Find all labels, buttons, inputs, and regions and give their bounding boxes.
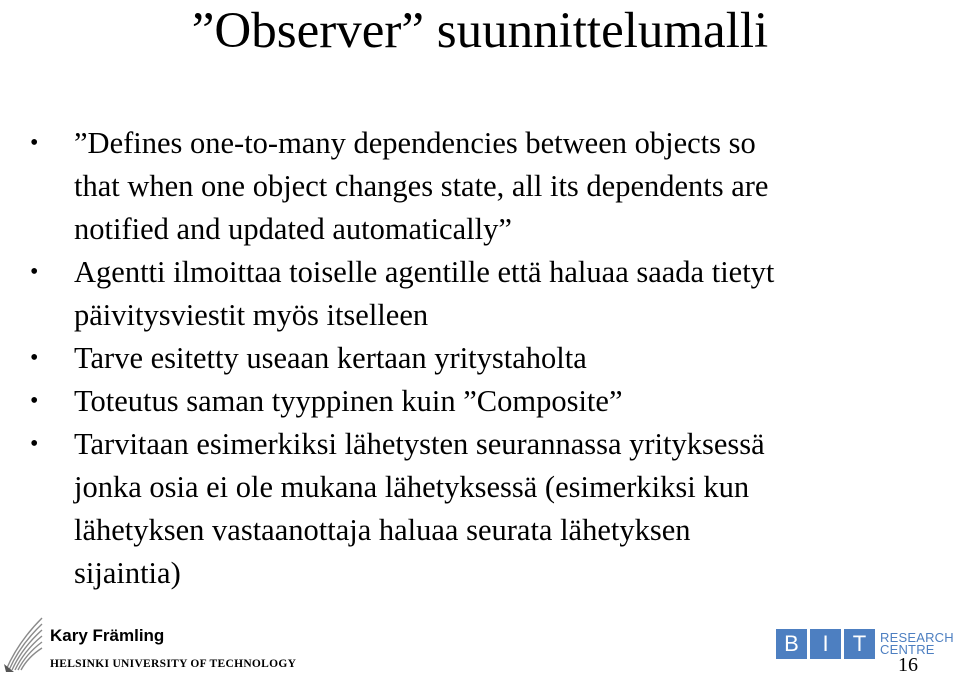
research-centre-label [880, 632, 954, 656]
bit-letter-t: T [844, 629, 875, 659]
bullet-list [30, 122, 935, 595]
bullet-dot-icon: • [30, 259, 39, 285]
bullet-item [30, 337, 935, 380]
bullet-item [30, 423, 935, 595]
bullet-item [30, 251, 935, 337]
bullet-dot-icon: • [30, 130, 39, 156]
bullet-text: ”Defines one-to-many dependencies between objects so that when one object changes state, all its dependents are notified and updated automatically” [74, 126, 769, 246]
slide-title: ”Observer” suunnittelumalli [191, 3, 769, 59]
footer-author: Kary Främling [50, 626, 165, 645]
bit-logo [776, 629, 875, 659]
bit-letter-b: B [776, 629, 807, 659]
hut-wing-logo-icon [2, 612, 48, 674]
footer-university: HELSINKI UNIVERSITY OF TECHNOLOGY [50, 658, 297, 670]
bullet-text: Toteutus saman tyyppinen kuin ”Composite” [74, 384, 623, 418]
research-line-2: CENTRE [880, 642, 935, 657]
research-line-1: RESEARCH [880, 630, 954, 645]
bullet-item [30, 380, 935, 423]
bullet-dot-icon: • [30, 431, 39, 457]
page-number: 16 [898, 654, 918, 676]
bullet-text: Agentti ilmoittaa toiselle agentille että haluaa saada tietyt päivitysviestit myös itselleen [74, 255, 775, 332]
bullet-text: Tarvitaan esimerkiksi lähetysten seurannassa yrityksessä jonka osia ei ole mukana lähetyksessä (esimerkiksi kun lähetyksen vastaanottaja haluaa seurata lähetyksen sijaintia) [74, 427, 765, 590]
bullet-dot-icon: • [30, 388, 39, 414]
bullet-item [30, 122, 935, 251]
bullet-dot-icon: • [30, 345, 39, 371]
bit-letter-i: I [810, 629, 841, 659]
bullet-text: Tarve esitetty useaan kertaan yritystaholta [74, 341, 587, 375]
